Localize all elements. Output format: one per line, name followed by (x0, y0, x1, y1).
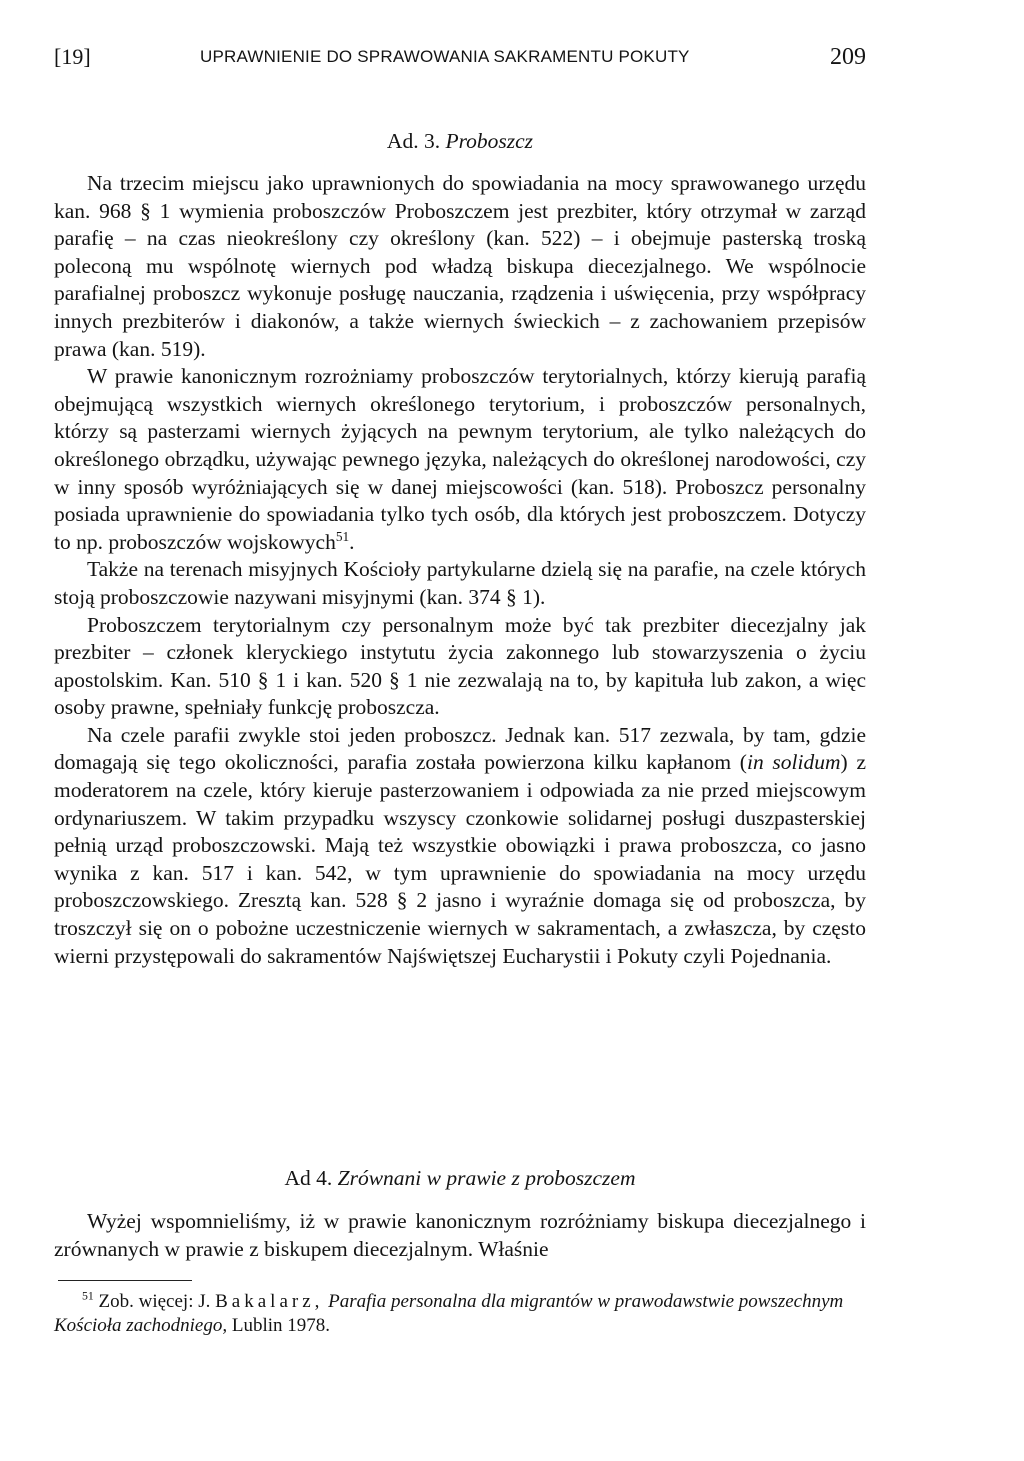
paragraph: Także na terenach misyjnych Kościoły partykularne dzielą się na parafie, na czele których stoją proboszczowie nazywani misyjnymi (kan. 374 § 1). (54, 557, 866, 609)
paragraph-text: Na czele parafii zwykle stoi jeden proboszcz. Jednak kan. 517 zezwala, by tam, gdzie domagają się tego okoliczności, parafia została powierzona kilku kapłanom (54, 722, 866, 775)
paragraph-text: W prawie kanonicznym rozrożniamy proboszczów terytorialnych, którzy kierują parafią obejmującą wszystkich wiernych określonego terytorium, i proboszczów personalnych, którzy są pasterzami wiernych żyjących na pewnym terytorium, ale tylko należących do określonego obrządku, używając pewnego języka, należących do określonej narodowości, czy w inny sposób wyróżniających się w danej miejscowości (kan. 518). Proboszcz personalny posiada uprawnienie do spowiadania tylko tych osób, dla których jest proboszczem. Dotyczy to np. proboszczów wojskowych (54, 364, 866, 554)
section-4-body (54, 1208, 866, 1263)
section-4-title: Zrównani w prawie z proboszczem (337, 1166, 636, 1190)
running-title: UPRAWNIENIE DO SPRAWOWANIA SAKRAMENTU POKUTY (200, 47, 690, 66)
section-3-title: Proboszcz (445, 129, 534, 153)
paragraph: W prawie kanonicznym rozrożniamy proboszczów terytorialnych, którzy kierują parafią obejmującą wszystkich wiernych określonego terytorium, i proboszczów personalnych, którzy są pasterzami wiernych żyjących na pewnym terytorium, ale tylko należących do określonego obrządku, używając pewnego języka, należących do określonej narodowości, czy w inny sposób wyróżniających się w danej miejscowości (kan. 518). Proboszcz personalny posiada uprawnienie do spowiadania tylko tych osób, dla których jest proboszczem. Dotyczy to np. proboszczów wojskowych$^{51}$. (54, 364, 866, 554)
running-header (54, 38, 866, 78)
paragraph: Na czele parafii zwykle stoi jeden proboszcz. Jednak kan. 517 zezwala, by tam, gdzie domagają się tego okoliczności, parafia została powierzona kilku kapłanom (in solidum) z moderatorem na czele, który kieruje pasterzowaniem i odpowiada za nie przed miejscowym ordynariuszem. W takim przypadku wszyscy czonkowie solidarnej posługi duszpasterskiej pełnią urząd proboszczowski. Mają też wszystkie obowiązki i prawa proboszcza, co jasno wynika z kan. 517 i kan. 542, w tym uprawnienie do spowiadania na mocy urzędu proboszczowskiego. Zresztą kan. 528 § 2 jasno i wyraźnie domaga się od proboszcza, by troszczył się on o pobożne uczestniczenie wiernych w sakramentach, a zwłaszcza, by często wierni przystępowali do sakramentów Najświętszej Eucharystii i Pokuty czyli Pojednania. (54, 722, 866, 968)
section-3-body (54, 170, 866, 970)
footnote-ref: 51 (335, 528, 350, 544)
paragraph: Proboszczem terytorialnym czy personalnym może być tak prezbiter diecezjalny jak prezbiter – członek kleryckiego instytutu życia zakonnego lub stowarzyszenia o życiu apostolskim. Kan. 510 § 1 i kan. 520 § 1 nie zezwalają na to, by kapituła lub zakon, a więc osoby prawne, spełniały funkcję proboszcza. (54, 612, 866, 720)
footnote-prefix: Zob. więcej: J. (98, 1291, 211, 1312)
footnote-text (54, 1290, 866, 1338)
section-number: [19] (54, 44, 91, 69)
section-3-label: Ad. 3. (386, 129, 441, 153)
latin-term: in solidum (746, 750, 841, 775)
page-number: 209 (830, 44, 866, 70)
footnote (54, 1290, 866, 1338)
section-4-label: Ad 4. (284, 1166, 333, 1190)
section-3-heading (54, 129, 866, 154)
footnote-author: Bakalarz, (215, 1291, 324, 1312)
footnote-title: Parafia personalna dla migrantów w prawodawstwie powszechnym Kościoła zachodniego, (54, 1291, 844, 1336)
paragraph-text: z moderatorem na czele, który kieruje pasterzowaniem i odpowiada za nie przed miejscowym ordynariuszem. W takim przypadku wszyscy czonkowie solidarnej posługi duszpasterskiej pełnią urząd proboszczowski. Mają też wszystkie obowiązki i prawa proboszcza, co jasno wynika z kan. 517 i kan. 542, w tym uprawnienie do spowiadania na mocy urzędu proboszczowskiego. Zresztą kan. 528 § 2 jasno i wyraźnie domaga się od proboszcza, by troszczył się on o pobożne uczestniczenie wiernych w sakramentach, a zwłaszcza, by często wierni przystępowali do sakramentów Najświętszej Eucharystii i Pokuty czyli Pojednania. (54, 750, 866, 968)
paragraph: Wyżej wspomnieliśmy, iż w prawie kanonicznym rozróżniamy biskupa diecezjalnego i zrównanych w prawie z biskupem diecezjalnym. Właśnie (54, 1209, 866, 1261)
paragraph: Na trzecim miejscu jako uprawnionych do spowiadania na mocy sprawowanego urzędu kan. 968 § 1 wymienia proboszczów Proboszczem jest prezbiter, który otrzymał w zarząd parafię – na czas nieokreślony czy określony (kan. 522) – i obejmuje pasterską troską poleconą mu wspólnotę wiernych pod władzą biskupa diecezjalnego. We wspólnocie parafialnej proboszcz wykonuje posługę nauczania, rządzenia i uświęcenia, przy współpracy innych prezbiterów i diakonów, a także wiernych świeckich – z zachowaniem przepisów prawa (kan. 519). (54, 171, 866, 361)
footnote-place-year: Lublin 1978. (231, 1315, 331, 1336)
footnote-number: 51 (82, 1289, 94, 1303)
footnote-divider (58, 1280, 192, 1281)
section-4-heading (54, 1166, 866, 1191)
